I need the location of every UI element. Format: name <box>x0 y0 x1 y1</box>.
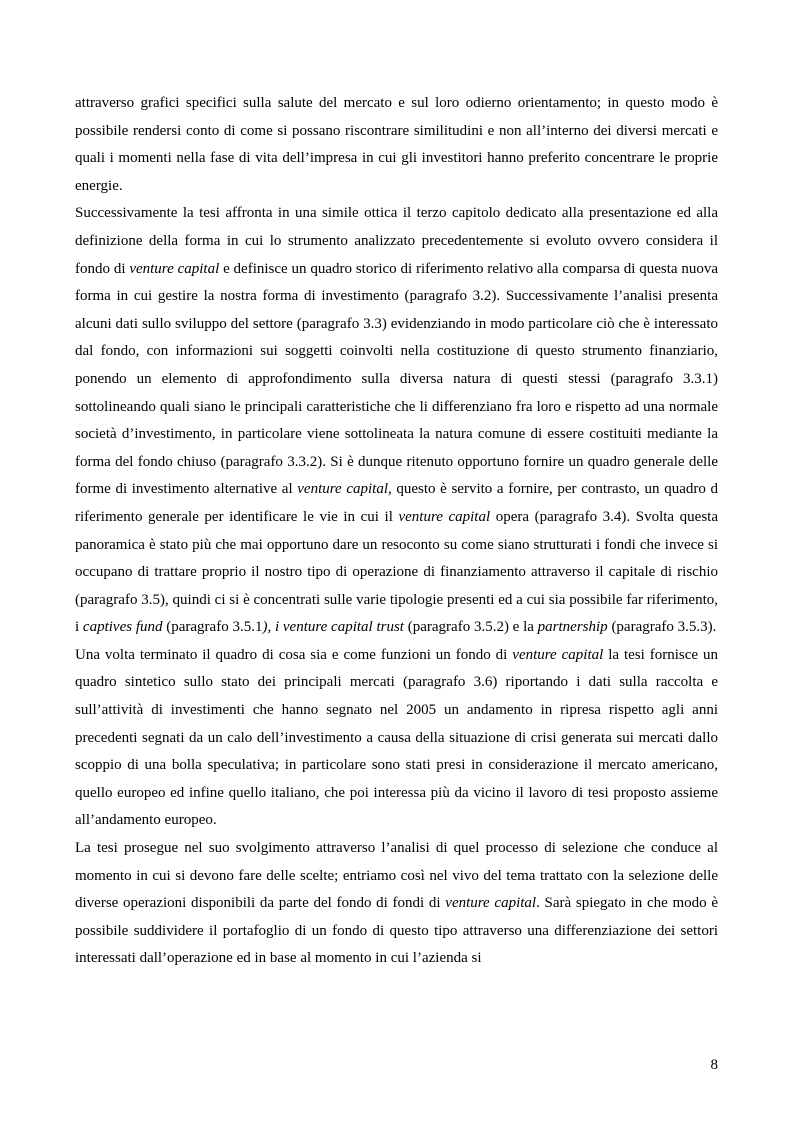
text-run: opera (paragrafo 3.4). Svolta questa panoramica è stato più che mai opportuno dare un resoconto su come siano strutturati i fondi che invece si occupano di trattare proprio il nostro tipo di operazione di finanziamento attraverso il capitale di rischio (paragrafo 3.5), quindi ci si è concentrati sulle varie tipologie presenti ed a cui sia possibile far riferimento, i <box>75 508 718 636</box>
body-text <box>75 90 718 973</box>
text-run: . Sarà spiegato in che modo è possibile suddividere il portafoglio di un fondo di questo tipo attraverso una differenziazione dei settori interessati dall’operazione ed in base al momento in cui l’azienda si <box>75 895 718 967</box>
italic-term: venture capital <box>512 646 604 663</box>
italic-term: ), i venture capital trust <box>262 619 404 636</box>
italic-term: venture capital, <box>297 481 392 498</box>
text-run: La tesi prosegue nel suo svolgimento attraverso l’analisi di quel processo di selezione che conduce al momento in cui si devono fare delle scelte; entriamo così nel vivo del tema trattato con la selezione delle diverse operazioni disponibili da parte del fondo di fondi di <box>75 840 718 912</box>
text-run: questo è servito a fornire, per contrasto, un quadro d riferimento generale per identificare le vie in cui il <box>75 481 718 525</box>
paragraph-markets-overview <box>75 642 718 835</box>
italic-term: venture capital <box>445 895 537 912</box>
text-run: (paragrafo 3.5.2) e la <box>403 619 538 636</box>
page-number: 8 <box>710 1057 718 1073</box>
italic-term: captives fund <box>82 619 163 636</box>
italic-term: venture capital <box>398 508 491 525</box>
text-run: attraverso grafici specifici sulla salute del mercato e sul loro odierno orientamento; in questo modo è possibile rendersi conto di come si possano riscontrare similitudini e non all’interno dei diversi mercati e quali i momenti nella fase di vita dell’impresa in cui gli investitori hanno preferito concentrare le proprie energie. <box>75 95 718 194</box>
paragraph-intro-continuation <box>75 90 718 200</box>
text-run: (paragrafo 3.5.3). <box>607 619 717 636</box>
italic-term: venture capital <box>129 260 220 277</box>
paragraph-chapter-three <box>75 200 718 642</box>
text-run: la tesi fornisce un quadro sintetico sullo stato dei principali mercati (paragrafo 3.6) riportando i dati sulla raccolta e sull’attività di investimenti che hanno segnato nel 2005 un andamento in ripresa rispetto agli anni precedenti segnati da un calo dell’investimento a causa della situazione di crisi generata sui mercati dallo scoppio di una bolla speculativa; in particolare sono stati presi in considerazione il mercato americano, quello europeo ed infine quello italiano, che poi interessa più da vicino il lavoro di tesi proposto assieme all’andamento europeo. <box>75 646 718 829</box>
italic-term: partnership <box>537 619 608 636</box>
paragraph-selection-process <box>75 835 718 973</box>
text-run: Successivamente la tesi affronta in una simile ottica il terzo capitolo dedicato alla presentazione ed alla definizione della forma in cui lo strumento analizzato precedentemente si evoluto ovvero considera il fondo di <box>75 205 718 277</box>
text-run: (paragrafo 3.5.1 <box>162 619 263 636</box>
text-run: e definisce un quadro storico di riferimento relativo alla comparsa di questa nuova forma in cui gestire la nostra forma di investimento (paragrafo 3.2). Successivamente l’analisi presenta alcuni dati sullo sviluppo del settore (paragrafo 3.3) evidenziando in modo particolare ciò che è interessato dal fondo, con informazioni sui soggetti coinvolti nella costituzione di questo strumento finanziario, ponendo un elemento di approfondimento sulla diversa natura di questi stessi (paragrafo 3.3.1) sottolineando quali siano le principali caratteristiche che li differenziano fra loro e rispetto ad una normale società d’investimento, in particolare viene sottolineata la natura comune di essere costituiti mediante la forma del fondo chiuso (paragrafo 3.3.2). Si è dunque ritenuto opportuno fornire un quadro generale delle forme di investimento alternative al <box>75 260 718 498</box>
text-run: Una volta terminato il quadro di cosa sia e come funzioni un fondo di <box>75 646 513 663</box>
